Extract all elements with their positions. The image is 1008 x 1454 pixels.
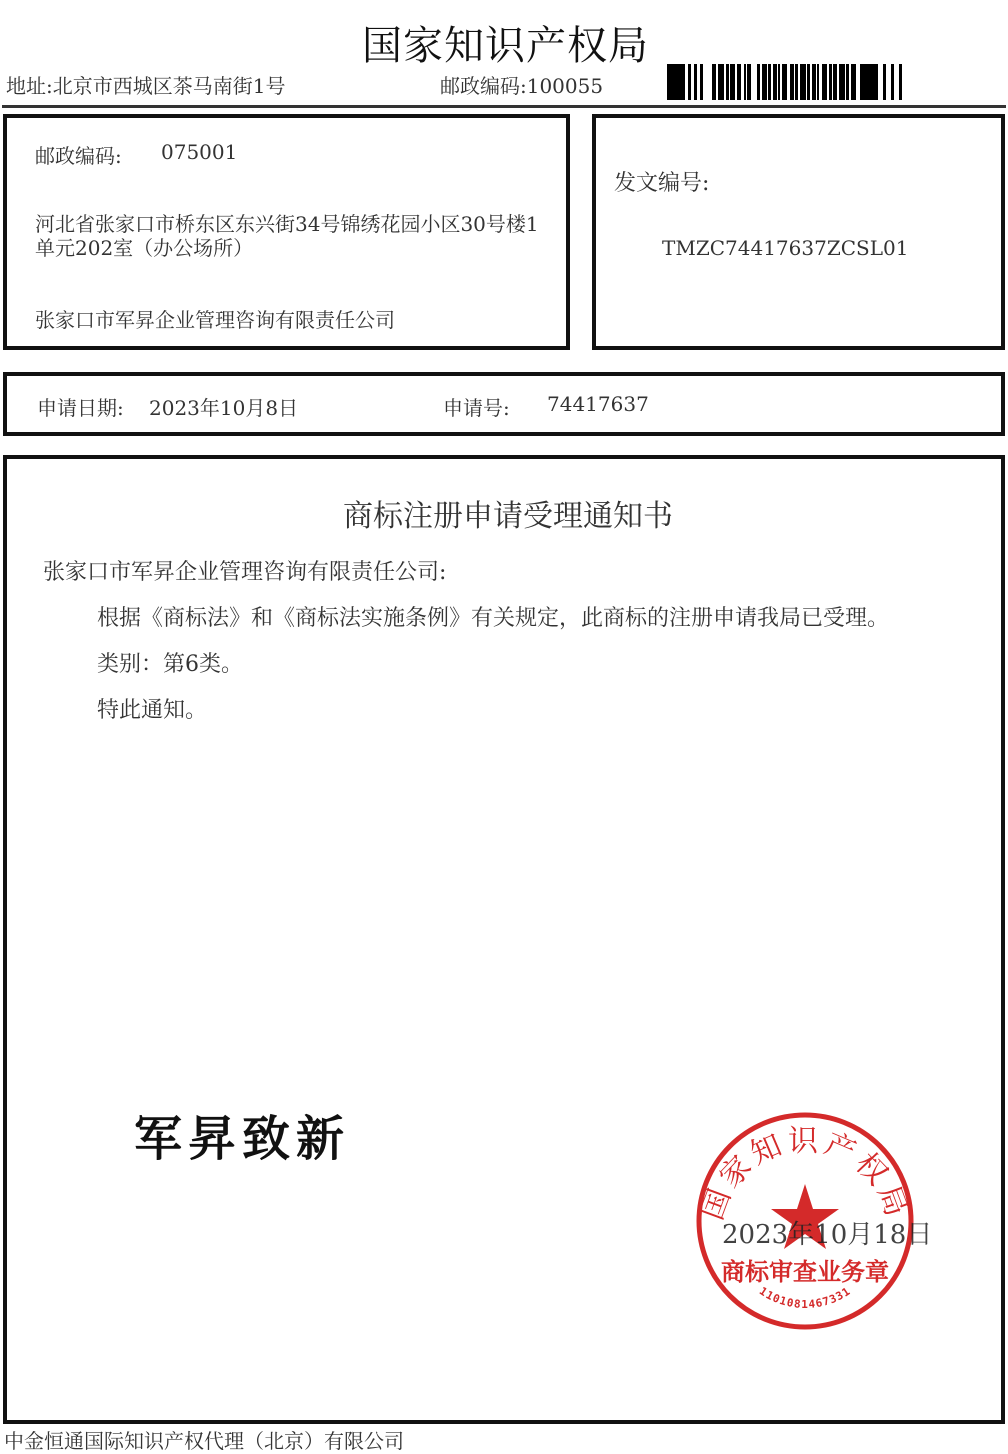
svg-text:1101081467331 <box>757 1284 853 1311</box>
seal-org-text: 国家知识产权局 <box>694 1124 916 1225</box>
issuer-postal-code: 邮政编码:100055 <box>440 74 604 98</box>
notice-addressee: 张家口市军昇企业管理咨询有限责任公司: <box>43 560 447 585</box>
seal-serial: 1101081467331 <box>756 1284 854 1312</box>
agency-footer: 中金恒通国际知识产权代理（北京）有限公司 <box>4 1429 404 1453</box>
2d-barcode-icon <box>667 64 1000 100</box>
recipient-postal-label: 邮政编码: <box>35 144 122 168</box>
recipient-address-line1: 河北省张家口市桥东区东兴街34号锦绣花园小区30号楼1 <box>35 212 539 236</box>
filing-date-label: 申请日期: <box>37 396 124 420</box>
notice-closing: 特此通知。 <box>97 698 208 723</box>
recipient-postal-value: 075001 <box>161 140 238 164</box>
issuer-title: 国家知识产权局 <box>362 23 649 69</box>
issuer-address: 地址:北京市西城区茶马南街1号 <box>6 74 286 98</box>
notice-category: 类别：第6类。 <box>97 652 243 677</box>
trademark-specimen: 军昇致新 <box>134 1111 351 1167</box>
application-number-value: 74417637 <box>547 392 649 416</box>
recipient-company: 张家口市军昇企业管理咨询有限责任公司 <box>35 308 395 332</box>
seal-dept-text: 商标审查业务章 <box>721 1258 889 1286</box>
document-number-box <box>592 114 1005 350</box>
seal-date: 2023年10月18日 <box>722 1220 933 1250</box>
notice-title: 商标注册申请受理通知书 <box>343 499 673 534</box>
notice-paragraph: 根据《商标法》和《商标法实施条例》有关规定，此商标的注册申请我局已受理。 <box>97 606 890 631</box>
filing-info-box <box>3 372 1005 436</box>
header-divider <box>2 105 1006 108</box>
recipient-address-line2: 单元202室（办公场所） <box>35 236 254 260</box>
recipient-box <box>3 114 570 350</box>
filing-date-value: 2023年10月8日 <box>149 396 299 420</box>
document-number-label: 发文编号: <box>614 171 710 196</box>
application-number-label: 申请号: <box>443 396 510 420</box>
document-number-value: TMZC74417637ZCSL01 <box>662 236 909 260</box>
